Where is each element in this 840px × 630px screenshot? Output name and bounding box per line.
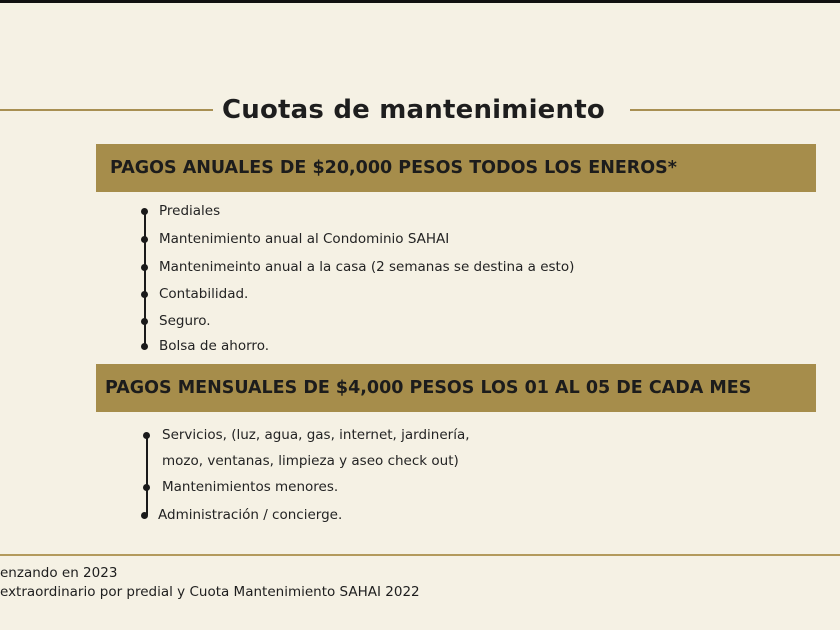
annual-item-casa: Mantenimeinto anual a la casa (2 semanas se destina a esto) [159, 259, 575, 275]
annual-item-condominio: Mantenimiento anual al Condominio SAHAI [159, 231, 450, 247]
title-divider-right [630, 109, 840, 111]
page-title: Cuotas de mantenimiento [222, 95, 605, 125]
title-row [0, 92, 840, 132]
annual-bullet-3 [141, 264, 148, 271]
monthly-bullet-2 [143, 484, 150, 491]
annual-item-contabilidad: Contabilidad. [159, 286, 249, 302]
monthly-item-administracion: Administración / concierge. [158, 507, 343, 523]
annual-bullet-6 [141, 343, 148, 350]
monthly-item-mantenimientos: Mantenimientos menores. [162, 479, 339, 495]
title-divider-left [0, 109, 213, 111]
annual-bullet-5 [141, 318, 148, 325]
annual-item-prediales: Prediales [159, 203, 221, 219]
annual-bullet-2 [141, 236, 148, 243]
annual-bullet-4 [141, 291, 148, 298]
monthly-bullet-3 [141, 512, 148, 519]
footer-divider [0, 554, 840, 556]
footer-line-1: enzando en 2023 [0, 565, 118, 581]
monthly-timeline-line [146, 435, 148, 515]
monthly-bullet-1 [143, 432, 150, 439]
annual-payments-header: PAGOS ANUALES DE $20,000 PESOS TODOS LOS ENEROS* [96, 144, 816, 192]
annual-bullet-1 [141, 208, 148, 215]
footer-line-2: extraordinario por predial y Cuota Mantenimiento SAHAI 2022 [0, 584, 420, 600]
top-border [0, 0, 840, 3]
monthly-payments-header: PAGOS MENSUALES DE $4,000 PESOS LOS 01 AL 05 DE CADA MES [96, 364, 816, 412]
annual-item-seguro: Seguro. [159, 313, 211, 329]
annual-item-ahorro: Bolsa de ahorro. [159, 338, 270, 354]
monthly-item-servicios-cont: mozo, ventanas, limpieza y aseo check out) [162, 453, 459, 469]
monthly-item-servicios: Servicios, (luz, agua, gas, internet, jardinería, [162, 427, 470, 443]
annual-timeline-line [144, 211, 146, 347]
